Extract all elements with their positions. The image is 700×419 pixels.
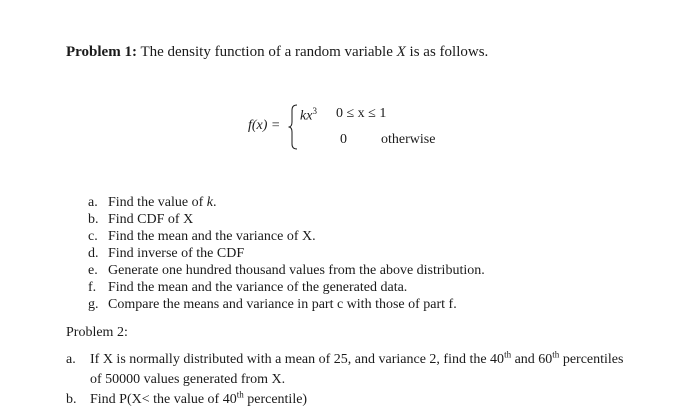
formula-case2-expression: 0 bbox=[340, 132, 347, 147]
problem1-variable: X bbox=[396, 44, 406, 60]
formula-lhs: f(x) = bbox=[248, 118, 281, 133]
list-item: e. Generate one hundred thousand values from the above distribution. bbox=[88, 263, 485, 278]
list-item: g. Compare the means and variance in part c with those of part f. bbox=[88, 297, 457, 312]
left-brace-icon bbox=[288, 104, 298, 150]
problem2-task-list bbox=[66, 350, 636, 410]
formula-case1-condition: 0 ≤ x ≤ 1 bbox=[336, 106, 387, 121]
list-item: f. Find the mean and the variance of the generated data. bbox=[88, 280, 408, 295]
list-item: b. Find P(X< the value of 40th percentile) bbox=[66, 389, 308, 407]
list-item: d. Find inverse of the CDF bbox=[88, 246, 245, 261]
formula-case2-condition: otherwise bbox=[381, 132, 436, 147]
list-item: b. Find CDF of X bbox=[88, 212, 194, 227]
problem2-heading: Problem 2: bbox=[66, 325, 128, 340]
problem1-task-list bbox=[88, 194, 485, 313]
formula-case1-expression: $kx^3$ bbox=[300, 106, 317, 124]
list-item: a. Find the value of k. bbox=[88, 195, 217, 210]
list-item: c. Find the mean and the variance of X. bbox=[88, 229, 316, 244]
problem1-intro-before: The density function of a random variable bbox=[136, 44, 397, 60]
problem1-label: Problem 1: bbox=[66, 44, 137, 60]
problem1-intro-after: is as follows. bbox=[405, 44, 489, 60]
density-formula bbox=[248, 104, 448, 150]
problem1-heading bbox=[66, 44, 488, 61]
list-item: a. If X is normally distributed with a mean of 25, and variance 2, find the 40th and 60th percentiles of 50000 values generated from X. bbox=[66, 349, 624, 387]
